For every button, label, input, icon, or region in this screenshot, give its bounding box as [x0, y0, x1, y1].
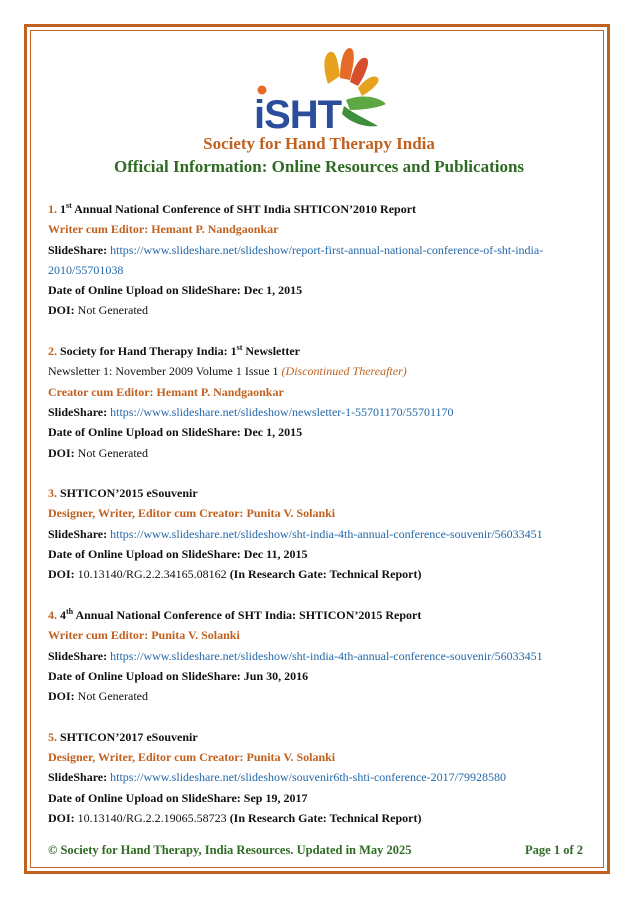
slideshare-link[interactable]: https://www.slideshare.net/slideshow/sht-india-4th-annual-conference-souvenir/56033451 — [110, 648, 543, 663]
resource-entry-4 — [48, 605, 598, 706]
entry-title: 5. SHTICON’2017 eSouvenir — [48, 729, 198, 744]
entry-doi: DOI: 10.13140/RG.2.2.34165.08162 (In Research Gate: Technical Report) — [48, 567, 422, 582]
resource-entry-3 — [48, 483, 598, 584]
entry-title: 3. SHTICON’2015 eSouvenir — [48, 486, 198, 501]
slideshare-link[interactable]: https://www.slideshare.net/slideshow/newsletter-1-55701170/55701170 — [110, 404, 454, 419]
resource-entry-2 — [48, 341, 598, 463]
slideshare-link[interactable]: https://www.slideshare.net/slideshow/sht-india-4th-annual-conference-souvenir/56033451 — [110, 526, 543, 541]
entry-credit: Creator cum Editor: Hemant P. Nandgaonkar — [48, 384, 284, 399]
entry-title: 1. 1st Annual National Conference of SHT India SHTICON’2010 Report — [48, 201, 417, 216]
entry-credit: Designer, Writer, Editor cum Creator: Punita V. Solanki — [48, 750, 336, 765]
entry-credit: Writer cum Editor: Punita V. Solanki — [48, 628, 240, 643]
entry-title: 2. Society for Hand Therapy India: 1st Newsletter — [48, 343, 300, 359]
doc-title: Official Information: Online Resources and Publications — [113, 157, 525, 176]
entry-slideshare: SlideShare: https://www.slideshare.net/slideshow/newsletter-1-55701170/55701170 — [48, 404, 454, 419]
entry-upload-date: Date of Online Upload on SlideShare: Jun 30, 2016 — [48, 668, 309, 683]
entry-upload-date: Date of Online Upload on SlideShare: Dec 1, 2015 — [48, 425, 303, 440]
entry-slideshare: SlideShare: https://www.slideshare.net/slideshow/report-first-annual-national-conference-of-sht-india- — [48, 242, 544, 257]
entry-upload-date: Date of Online Upload on SlideShare: Dec 11, 2015 — [48, 547, 308, 562]
slideshare-link[interactable]: https://www.slideshare.net/slideshow/report-first-annual-national-conference-of-sht-india- — [110, 242, 544, 257]
entry-upload-date: Date of Online Upload on SlideShare: Sep 19, 2017 — [48, 790, 308, 805]
entry-slideshare: SlideShare: https://www.slideshare.net/slideshow/sht-india-4th-annual-conference-souvenir/56033451 — [48, 526, 543, 541]
slideshare-link-cont[interactable]: 2010/55701038 — [48, 262, 124, 277]
org-name: Society for Hand Therapy India — [203, 134, 435, 153]
logo-text: iSHT — [254, 93, 342, 136]
entry-doi: DOI: Not Generated — [48, 689, 148, 704]
entry-title: 4. 4th Annual National Conference of SHT India: SHTICON’2015 Report — [48, 606, 422, 622]
slideshare-link[interactable]: https://www.slideshare.net/slideshow/souvenir6th-shti-conference-2017/79928580 — [110, 770, 506, 785]
entry-slideshare: SlideShare: https://www.slideshare.net/slideshow/souvenir6th-shti-conference-2017/79928580 — [48, 770, 506, 785]
resource-entry-1 — [48, 199, 598, 321]
entry-doi: DOI: Not Generated — [48, 303, 148, 318]
entry-subline: Newsletter 1: November 2009 Volume 1 Issue 1 (Discontinued Thereafter) — [48, 364, 407, 379]
entry-slideshare: SlideShare: https://www.slideshare.net/slideshow/sht-india-4th-annual-conference-souvenir/56033451 — [48, 648, 543, 663]
entry-doi: DOI: 10.13140/RG.2.2.19065.58723 (In Research Gate: Technical Report) — [48, 810, 422, 825]
entry-credit: Writer cum Editor: Hemant P. Nandgaonkar — [48, 222, 279, 237]
isht-logo — [250, 44, 390, 136]
resource-list — [48, 199, 598, 828]
entry-credit: Designer, Writer, Editor cum Creator: Punita V. Solanki — [48, 506, 336, 521]
footer-copyright: © Society for Hand Therapy, India Resources. Updated in May 2025 — [48, 843, 412, 857]
footer-page-number: Page 1 of 2 — [525, 843, 583, 857]
entry-upload-date: Date of Online Upload on SlideShare: Dec 1, 2015 — [48, 283, 303, 298]
entry-doi: DOI: Not Generated — [48, 445, 148, 460]
resource-entry-5 — [48, 727, 598, 828]
